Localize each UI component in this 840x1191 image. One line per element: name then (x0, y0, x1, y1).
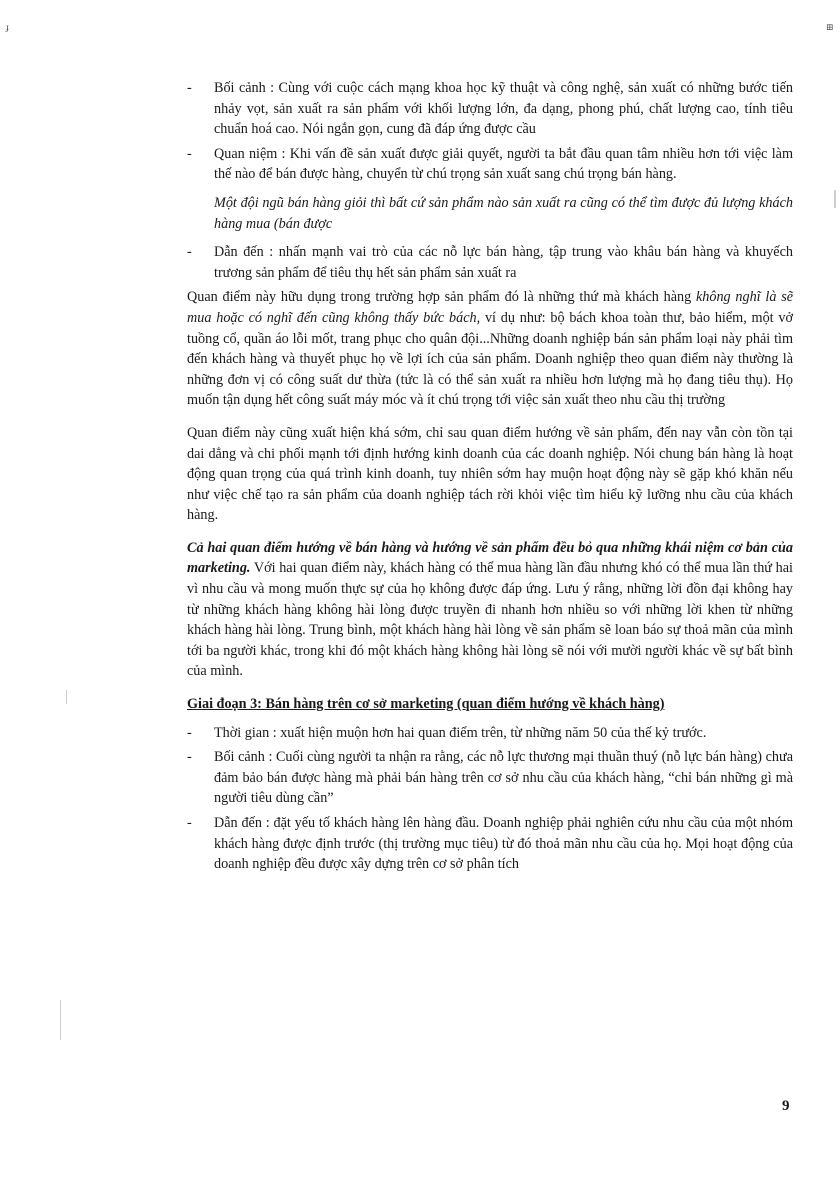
paragraph-italic: Cả hai quan điểm hướng về bán hàng và hướng về sản phẩm đều bỏ qua những khái niệm cơ bản của marketing. (187, 539, 793, 577)
bullet-dash: - (187, 815, 192, 831)
italic-note: Một đội ngũ bán hàng giỏi thì bất cứ sản phẩm nào sản xuất ra cũng có thể tìm được đủ lượng khách hàng mua (bán được (214, 194, 793, 232)
scan-edge-mark-right: ⊞ (826, 22, 834, 32)
bullet-dash: - (187, 724, 192, 741)
bullet-text: Quan niệm : Khi vấn đề sản xuất được giải quyết, người ta bắt đầu quan tâm nhiều hơn tới việc làm thế nào để bán được hàng, chuyển từ chú trọng sản xuất sang chú trọng bán hàng. (214, 145, 793, 183)
bullet-context (187, 78, 793, 140)
bullet-text: Dẫn đến : nhấn mạnh vai trò của các nỗ lực bán hàng, tập trung vào khâu bán hàng và khuyếch trương sản phẩm để tiêu thụ hết sản phẩm sản xuất ra (214, 244, 793, 281)
paragraph-usefulness (187, 287, 793, 411)
bullet-dash: - (187, 145, 192, 162)
bullet-text: Thời gian : xuất hiện muộn hơn hai quan điểm trên, từ những năm 50 của thế kỷ trước. (214, 724, 707, 741)
bullet-result (187, 242, 793, 283)
paragraph-lead: Quan điểm này hữu dụng trong trường hợp sản phẩm đó là những thứ mà khách hàng (187, 289, 696, 306)
bullet-text: Bối cảnh : Cùng với cuộc cách mạng khoa học kỹ thuật và công nghệ, sản xuất có những bước tiến nhảy vọt, sản xuất ra sản phẩm với khối lượng lớn, đa dạng, phong phú, chất lượng cao, tính tiêu chuẩn hoá cao. Nói ngắn gọn, cung đã đáp ứng được cầu (214, 80, 793, 138)
paragraph-rest: , ví dụ như: bộ bách khoa toàn thư, bảo hiểm, một vở tuồng cổ, quần áo lỗi mốt, trang phục cho quân đội...Những doanh nghiệp bán sản phẩm loại này phải tìm đến khách hàng và thuyết phục họ về lợi ích của sản phẩm. Doanh nghiệp theo quan điểm này thường là những đơn vị có công suất dư thừa (tức là có thể sản xuất ra nhiều hơn lượng mà họ đang tiêu thụ). Họ muốn tận dụng hết công suất máy móc và ít chú trọng tới việc sản xuất theo nhu cầu thị trường (187, 309, 793, 409)
scan-edge-mark-left: ɟ (6, 22, 9, 32)
bullet-text: Bối cảnh : Cuối cùng người ta nhận ra rằng, các nỗ lực thương mại thuần thuý (nỗ lực bán hàng) chưa đảm bảo bán được hàng mà phải bán hàng trên cơ sở nhu cầu của khách hàng, “chỉ bán những gì mà người tiêu dùng cần” (214, 749, 793, 807)
section-heading: Giai đoạn 3: Bán hàng trên cơ sở marketing (quan điểm hướng về khách hàng) (187, 696, 665, 713)
scan-artifact (66, 690, 67, 704)
page-body (187, 78, 793, 879)
scan-artifact (60, 1000, 61, 1040)
bullet-text: Dẫn đến : đặt yếu tố khách hàng lên hàng đầu. Doanh nghiệp phải nghiên cứu nhu cầu của một nhóm khách hàng được định trước (thị trường mục tiêu) từ đó thoả mãn nhu cầu của họ. Mọi hoạt động của doanh nghiệp đều được xây dựng trên cơ sở phân tích (214, 815, 793, 873)
bullet-dash: - (187, 244, 192, 261)
paragraph-italic: không nghĩ là sẽ mua hoặc có nghĩ đến cũng không thấy bức bách (187, 289, 794, 326)
paragraph-persistence: Quan điểm này cũng xuất hiện khá sớm, chỉ sau quan điểm hướng về sản phẩm, đến nay vẫn còn tồn tại dai dẳng và chi phối mạnh tới định hướng kinh doanh của các doanh nghiệp. Nói chung bán hàng là hoạt động quan trọng của quá trình kinh doanh, tuy nhiên sớm hay muộn hoạt động này sẽ gặp khó khăn nếu như việc chế tạo ra sản phẩm của doanh nghiệp tách rời khỏi việc tìm hiểu kỹ lưỡng nhu cầu của khách hàng. (187, 424, 793, 524)
bullet-concept (187, 144, 793, 185)
scan-artifact (834, 190, 836, 208)
bullet-time (187, 723, 793, 744)
bullet-dash: - (187, 80, 192, 96)
bullet-context-2 (187, 747, 793, 809)
page-number: 9 (782, 1098, 790, 1114)
bullet-dash: - (187, 749, 192, 766)
paragraph-both-views (187, 538, 793, 682)
paragraph-rest: Với hai quan điểm này, khách hàng có thể mua hàng lần đầu nhưng khó có thể mua lần thứ hai vì nhu cầu và mong muốn thực sự của họ không được đáp ứng. Lưu ý rằng, những lời đồn đại không hay từ những khách hàng không hài lòng được truyền đi nhanh hơn nhiều so với những lời khen từ những khách hàng hài lòng. Trung bình, một khách hàng hài lòng về sản phẩm sẽ loan báo sự thoả mãn của mình tới ba người khác, trong khi đó một khách hàng không hài lòng sẽ nói với mười người khác về sự bất bình của mình. (187, 560, 793, 680)
bullet-result-2 (187, 813, 793, 875)
